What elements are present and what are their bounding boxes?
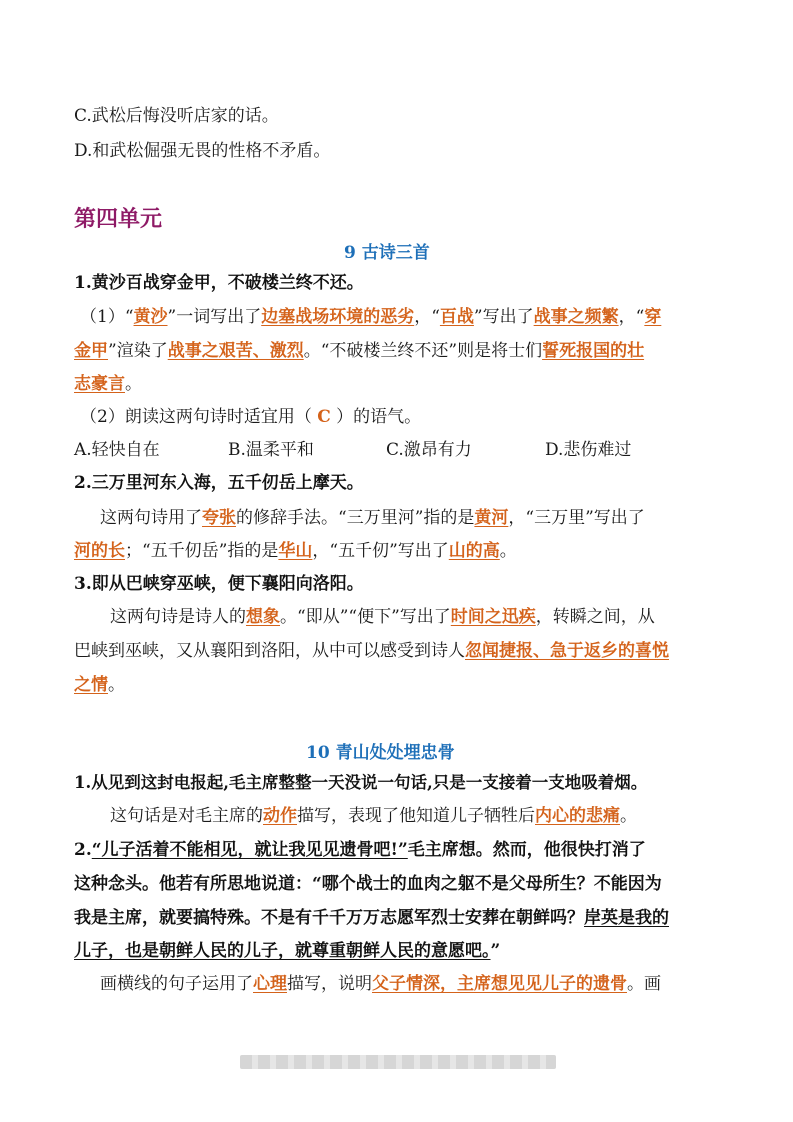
l10-q2-line3: 我是主席，就要搞特殊。不是有千千万万志愿军烈士安葬在朝鲜吗？岸英是我的	[74, 908, 669, 928]
option: D.悲伤难过	[545, 440, 632, 460]
l9-q2-heading: 2.三万里河东入海，五千仞岳上摩天。	[74, 473, 364, 493]
l9-q3-line2: 巴峡到巫峡，又从襄阳到洛阳，从中可以感受到诗人忽闻捷报、急于返乡的喜悦	[74, 641, 669, 661]
lesson-9-title: 9 古诗三首	[344, 243, 430, 263]
underlined-sentence: “儿子活着不能相见，就让我见见遗骨吧!”	[91, 840, 408, 860]
answer: 黄河	[474, 508, 509, 528]
answer: 华山	[278, 541, 313, 561]
option: A.轻快自在	[74, 440, 160, 460]
l10-q2-line2: 这种念头。他若有所思地说道：“哪个战士的血肉之躯不是父母所生？不能因为	[74, 874, 662, 894]
lesson-10-title: 10 青山处处埋忠骨	[306, 743, 455, 763]
l9-q1-line3: 志豪言。	[74, 374, 142, 394]
answer: 河的长	[74, 541, 125, 561]
l9-q1-heading: 1.黄沙百战穿金甲，不破楼兰终不还。	[74, 273, 364, 293]
l9-q1-sub2: （2）朗读这两句诗时适宜用（ C ）的语气。	[80, 407, 422, 427]
answer: 誓死报国的壮	[542, 341, 645, 361]
underlined-sentence: 岸英是我的	[584, 908, 669, 928]
answer: 战事之频繁	[533, 307, 619, 327]
l9-q3-line3: 之情。	[74, 675, 125, 695]
answer: 心理	[253, 974, 287, 994]
answer: 父子情深，主席想见见儿子的遗骨	[372, 974, 627, 994]
l10-q2-line4: 儿子，也是朝鲜人民的儿子，就尊重朝鲜人民的意愿吧。”	[74, 941, 501, 961]
answer: 山的高	[448, 541, 500, 561]
answer: 战事之艰苦、激烈	[167, 341, 304, 361]
l10-q2-line1: 2.“儿子活着不能相见，就让我见见遗骨吧!”毛主席想。然而，他很快打消了	[74, 840, 646, 860]
answer: 穿	[644, 307, 662, 327]
l9-q3-heading: 3.即从巴峡穿巫峡，便下襄阳向洛阳。	[74, 574, 364, 594]
option: B.温柔平和	[228, 440, 314, 460]
answer: 之情	[74, 675, 108, 695]
blurred-footer-watermark	[240, 1055, 556, 1069]
l9-q1-line1: （1）“黄沙”一词写出了边塞战场环境的恶劣，“百战”写出了战事之频繁，“穿	[80, 307, 662, 327]
answer: 百战	[439, 307, 474, 327]
underlined-sentence: 儿子，也是朝鲜人民的儿子，就尊重朝鲜人民的意愿吧。	[74, 941, 491, 961]
l9-q2-line1: 这两句诗用了夸张的修辞手法。“三万里河”指的是黄河，“三万里”写出了	[100, 508, 645, 528]
answer: 内心的悲痛	[535, 806, 620, 826]
l9-q1-line2: 金甲”渲染了战事之艰苦、激烈。“不破楼兰终不还”则是将士们誓死报国的壮	[74, 341, 645, 361]
l9-q2-line2: 河的长；“五千仞岳”指的是华山，“五千仞”写出了山的高。	[74, 541, 517, 561]
option-c: C.武松后悔没听店家的话。	[74, 106, 279, 126]
answer: 夸张	[202, 508, 236, 528]
l9-q1-options	[74, 439, 631, 461]
l10-q2-answer: 画横线的句子运用了心理描写，说明父子情深，主席想见见儿子的遗骨。画	[100, 974, 661, 994]
answer: 忽闻捷报、急于返乡的喜悦	[465, 641, 669, 661]
l9-q3-line1: 这两句诗是诗人的想象。“即从”“便下”写出了时间之迅疾，转瞬之间，从	[110, 607, 655, 627]
answer: 金甲	[74, 341, 108, 361]
answer: 动作	[263, 806, 297, 826]
unit-title: 第四单元	[74, 206, 163, 232]
answer: 想象	[246, 607, 280, 627]
answer: 志豪言	[74, 374, 125, 394]
answer: 黄沙	[133, 307, 168, 327]
answer: 边塞战场环境的恶劣	[261, 307, 415, 327]
l10-q1-heading: 1.从见到这封电报起,毛主席整整一天没说一句话,只是一支接着一支地吸着烟。	[74, 773, 648, 792]
answer: C	[317, 407, 331, 427]
option-d: D.和武松倔强无畏的性格不矛盾。	[74, 141, 331, 161]
l10-q1-line1: 这句话是对毛主席的动作描写，表现了他知道儿子牺牲后内心的悲痛。	[110, 806, 637, 826]
answer: 时间之迅疾	[450, 607, 536, 627]
option: C.激昂有力	[386, 440, 472, 460]
